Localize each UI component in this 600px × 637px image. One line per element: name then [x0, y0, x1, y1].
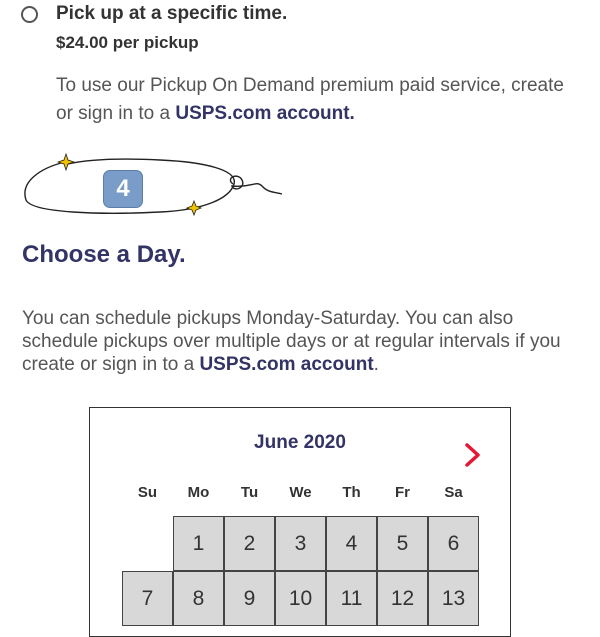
radio-unchecked-icon[interactable]	[21, 6, 38, 23]
dow-fr: Fr	[395, 484, 410, 501]
step-number-badge: 4	[103, 170, 143, 208]
calendar-day[interactable]: 9	[224, 571, 275, 626]
calendar-month-title: June 2020	[254, 432, 346, 453]
pickup-calendar	[89, 407, 511, 637]
choose-day-heading: Choose a Day.	[22, 241, 186, 268]
dow-th: Th	[342, 484, 361, 501]
usps-account-link[interactable]: USPS.com account.	[175, 103, 355, 124]
step-doodle-icon	[20, 150, 290, 220]
calendar-day[interactable]: 13	[428, 571, 479, 626]
calendar-day[interactable]: 7	[122, 571, 173, 626]
schedule-description-text: You can schedule pickups Monday-Saturday. You can also schedule pickups over multiple days or at regular intervals if you create or sign in to a	[22, 308, 561, 375]
calendar-day[interactable]: 3	[275, 516, 326, 571]
dow-we: We	[289, 484, 312, 501]
pickup-info-text	[56, 72, 586, 128]
calendar-day[interactable]: 8	[173, 571, 224, 626]
pickup-specific-time-option[interactable]	[21, 3, 287, 25]
calendar-day[interactable]: 11	[326, 571, 377, 626]
schedule-description	[22, 307, 582, 376]
calendar-day[interactable]: 1	[173, 516, 224, 571]
dow-su: Su	[137, 484, 158, 501]
calendar-day[interactable]: 5	[377, 516, 428, 571]
calendar-day[interactable]: 6	[428, 516, 479, 571]
chevron-right-icon[interactable]	[462, 442, 484, 468]
dow-mo: Mo	[187, 484, 210, 501]
pickup-price: $24.00 per pickup	[56, 33, 199, 52]
calendar-day[interactable]: 12	[377, 571, 428, 626]
dow-tu: Tu	[240, 484, 259, 501]
calendar-day[interactable]: 10	[275, 571, 326, 626]
pickup-option-label: Pick up at a specific time.	[56, 3, 288, 24]
calendar-day[interactable]: 2	[224, 516, 275, 571]
calendar-day[interactable]: 4	[326, 516, 377, 571]
pickup-info-copy: To use our Pickup On Demand premium paid service, create or sign in to a	[56, 75, 564, 124]
schedule-description-end: .	[373, 354, 379, 375]
usps-account-link-2[interactable]: USPS.com account	[199, 354, 374, 375]
dow-sa: Sa	[444, 484, 463, 501]
